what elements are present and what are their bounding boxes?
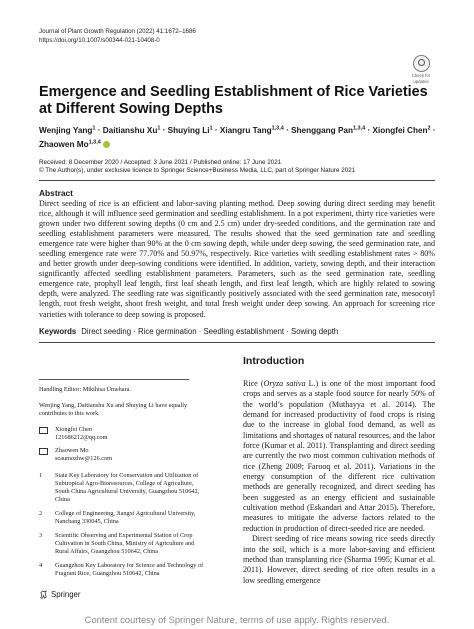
contact-entry: Xiongfei Chen 121686212@qq.com [39, 426, 209, 442]
footnote-divider [39, 379, 189, 380]
author[interactable]: Shuying Li$^1$ [167, 125, 213, 135]
email-link[interactable]: scaumozhw@126.com [55, 454, 112, 462]
abstract-text: Direct seeding of rice is an efficient and labor-saving planting method. Deep sowing during direct seeding may benefit rice, although it will influence seed germination and seedling establishment. In a pot experiment, thirty rice varieties were grown under two different sowing depths (0 cm and 2.5 cm) under dry-seeded conditions, and the germination rate and seedling establishment parameters were measured. The results showed that the seed germination rate and seedling emergence rate were higher than 90% at the 0 cm sowing depth, while under deep sowing, the seed germination rate, and seedling emergence rate were 77.70% and 50.97%, respectively. Rice varieties with seedling establishment rates > 80% and better growth under deep-sowing conditions were identified. In addition, variety, sowing depth, and their interaction significantly affected seedling establishment parameters. Parameters, such as the seed germination rate, seedling emergence rate, prophyll leaf length, first leaf sheath length, and first leaf length, which are highly related to sowing depth, were analyzed. The seedling rate was significantly positively associated with the seed germination rate, mesocotyl length, root fresh weight, shoot fresh weight, and total fresh weight under deep sowing. An approach for screening rice varieties with tolerance to deep sowing is proposed. [39, 199, 435, 319]
check-for-updates-badge[interactable] [408, 55, 434, 84]
article-title: Emergence and Seedling Establishment of Rice Varieties at Different Sowing Depths [39, 84, 428, 117]
equal-contribution-note: Wenjing Yang, Daitianshu Xu and Shuying Li have equally contributes to this work. [39, 402, 188, 417]
contact-entry: Zhaowen Mo scaumozhw@126.com [39, 447, 209, 463]
springer-horse-icon [39, 590, 48, 599]
intro-paragraph: Direct seeding of rice means sowing rice seeds directly into the soil, which is a more labor-saving and efficient method than transplanting rice (Sharma 1995; Kumar et al. 2011). However, direct seeding of rice often results in a low seedling emergence [243, 534, 435, 585]
introduction-text [243, 379, 435, 586]
author[interactable]: Zhaowen Mo$^{1,3,4}$ [39, 139, 101, 150]
author[interactable]: Xiangru Tang$^{1,3,4}$ [219, 125, 284, 135]
publication-dates [39, 159, 439, 175]
email-link[interactable]: 121686212@qq.com [55, 433, 108, 441]
introduction-heading: Introduction [243, 355, 305, 367]
intro-paragraph: Rice (Oryza sativa L.) is one of the most important food crops and serves as a staple food source for nearly 50% of the world’s population (Muthayya et al. 2014). The demand for increased productivity of food crops is rising due to the increase in global food demand, as well as limitations and shortages of natural resources, and the labor force (Kumar et al. 2011). Transplanting and direct seeding are currently the two most common cultivation methods of rice (Zheng 2009; Farooq et al. 2011). Variations in the energy consumption of the different rice cultivation methods are generally recognized, and direct seeding has been suggested as an energy efficient and sustainable cultivation method (Eskandari and Attar 2015). Therefore, measures to mitigate the adverse factors related to the reduction in production of direct-seeded rice are needed. [243, 379, 435, 533]
keywords [39, 327, 435, 337]
dates-line: Received: 8 December 2020 / Accepted: 3 June 2021 / Published online: 17 June 2021 [39, 159, 282, 166]
check-for-updates-icon [413, 55, 430, 72]
divider [39, 342, 435, 343]
affiliation: 2 College of Engineering, Jiangxi Agricultural University, Nanchang 330045, China [39, 510, 196, 525]
author-list: Wenjing Yang$^1$ · Daitianshu $Xu^1$ · Shuying $Li^1$ · Xiangru Tang$^{1,3,4}$ · Shenggang Pan$^{1,3,4}$ · Xiongfei Chen$^2$ · Zhaowen Mo$^{1,3,4}$ [39, 125, 436, 150]
keywords-label: Keywords [39, 327, 77, 336]
journal-name: Journal of Plant Growth Regulation (2022) 41:1672–1686 [39, 28, 196, 35]
handling-editor: Handling Editor: Mikihisa Umehara. [39, 386, 131, 393]
mail-icon [39, 448, 48, 455]
affiliation: 3 Scientific Observing and Experimental Station of Crop Cultivation in South China, Ministry of Agriculture and Rural Affairs, Guangzhou 510642, China [39, 532, 195, 555]
abstract-heading: Abstract [39, 188, 73, 198]
copyright-footer: Content courtesy of Springer Nature, terms of use apply. Rights reserved. [0, 613, 474, 629]
orcid-icon[interactable] [103, 141, 110, 148]
badge-line1: Check for [411, 73, 431, 78]
author[interactable]: Daitianshu Xu$^1$ [102, 125, 161, 135]
author[interactable]: Shenggang Pan$^{1,3,4}$ [291, 125, 366, 135]
journal-header [39, 27, 196, 45]
affiliation: 4 Guangzhou Key Laboratory for Science and Technology of Fragrant Rice, Guangzhou 510642, China [39, 562, 204, 577]
author[interactable]: Xiongfei Chen$^2$ [372, 125, 431, 135]
divider [39, 180, 435, 181]
springer-logo: Springer [39, 590, 80, 599]
affiliation: 1 State Key Laboratory for Conservation and Utilization of Subtropical Agro-Bioresources, College of Agriculture, South China Agricultural University, Guangzhou 510642, China [39, 472, 200, 503]
author[interactable]: Wenjing Yang$^1$ [39, 125, 96, 135]
mail-icon [39, 427, 48, 434]
copyright-line: © The Author(s), under exclusive licence to Springer Science+Business Media, LLC, part of Springer Nature 2021 [39, 167, 356, 175]
journal-doi[interactable]: https://doi.org/10.1007/s00344-021-10408-0 [39, 37, 160, 44]
badge-line2: updates [413, 79, 429, 84]
keywords-text: Direct seeding · Rice germination · Seedling establishment · Sowing depth [81, 327, 339, 336]
